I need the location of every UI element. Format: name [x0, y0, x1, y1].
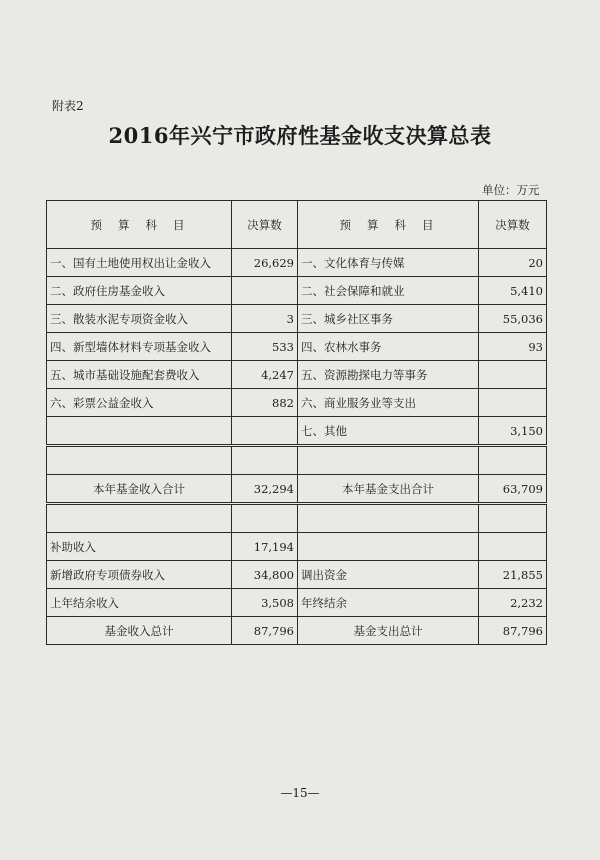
revenue-amount [232, 446, 298, 475]
revenue-item: 六、彩票公益金收入 [47, 389, 232, 417]
revenue-amount: 3,508 [232, 589, 298, 617]
expense-item: 年终结余 [298, 589, 479, 617]
revenue-item: 二、政府住房基金收入 [47, 277, 232, 305]
expense-subtotal-amount: 63,709 [479, 475, 547, 504]
expense-item: 五、资源勘探电力等事务 [298, 361, 479, 389]
revenue-item: 一、国有土地使用权出让金收入 [47, 249, 232, 277]
revenue-amount: 3 [232, 305, 298, 333]
expense-item: 三、城乡社区事务 [298, 305, 479, 333]
expense-subtotal-label: 本年基金支出合计 [298, 475, 479, 504]
expense-item: 一、文化体育与传媒 [298, 249, 479, 277]
expense-item: 四、农林水事务 [298, 333, 479, 361]
header-expense-item: 预算科目 [298, 201, 479, 249]
unit-label: 单位：万元 [482, 183, 540, 197]
expense-total-label: 基金支出总计 [298, 617, 479, 645]
expense-amount: 55,036 [479, 305, 547, 333]
fund-summary-table [46, 200, 547, 645]
table-row [47, 333, 547, 361]
expense-amount [479, 389, 547, 417]
revenue-amount: 4,247 [232, 361, 298, 389]
document-title: 2016年兴宁市政府性基金收支决算总表 [108, 123, 492, 148]
revenue-total-amount: 87,796 [232, 617, 298, 645]
table-row [47, 589, 547, 617]
revenue-item: 三、散装水泥专项资金收入 [47, 305, 232, 333]
table-row [47, 504, 547, 533]
revenue-item [47, 504, 232, 533]
revenue-item: 新增政府专项债券收入 [47, 561, 232, 589]
revenue-amount [232, 504, 298, 533]
attachment-label: 附表2 [52, 99, 84, 113]
header-revenue-amount: 决算数 [232, 201, 298, 249]
expense-total-amount: 87,796 [479, 617, 547, 645]
table-row-total [47, 617, 547, 645]
table-row-subtotal [47, 475, 547, 504]
revenue-item [47, 417, 232, 446]
header-revenue-item: 预算科目 [47, 201, 232, 249]
expense-item [298, 504, 479, 533]
revenue-item: 四、新型墙体材料专项基金收入 [47, 333, 232, 361]
expense-amount [479, 446, 547, 475]
table-row [47, 561, 547, 589]
header-expense-amount: 决算数 [479, 201, 547, 249]
expense-amount [479, 504, 547, 533]
expense-amount [479, 361, 547, 389]
table-row [47, 361, 547, 389]
table-row [47, 305, 547, 333]
revenue-item: 上年结余收入 [47, 589, 232, 617]
revenue-item [47, 446, 232, 475]
revenue-amount: 34,800 [232, 561, 298, 589]
revenue-amount: 17,194 [232, 533, 298, 561]
revenue-amount: 533 [232, 333, 298, 361]
revenue-amount: 26,629 [232, 249, 298, 277]
expense-item: 七、其他 [298, 417, 479, 446]
revenue-total-label: 基金收入总计 [47, 617, 232, 645]
revenue-item: 补助收入 [47, 533, 232, 561]
expense-amount [479, 533, 547, 561]
revenue-amount [232, 277, 298, 305]
expense-amount: 2,232 [479, 589, 547, 617]
table-row [47, 446, 547, 475]
expense-amount: 5,410 [479, 277, 547, 305]
revenue-subtotal-label: 本年基金收入合计 [47, 475, 232, 504]
table-row [47, 389, 547, 417]
expense-item [298, 533, 479, 561]
expense-amount: 21,855 [479, 561, 547, 589]
table-row [47, 533, 547, 561]
table-row [47, 249, 547, 277]
revenue-amount [232, 417, 298, 446]
expense-item: 二、社会保障和就业 [298, 277, 479, 305]
expense-amount: 20 [479, 249, 547, 277]
expense-item: 六、商业服务业等支出 [298, 389, 479, 417]
expense-amount: 3,150 [479, 417, 547, 446]
revenue-amount: 882 [232, 389, 298, 417]
table-row [47, 417, 547, 446]
expense-amount: 93 [479, 333, 547, 361]
table-row [47, 277, 547, 305]
revenue-subtotal-amount: 32,294 [232, 475, 298, 504]
expense-item [298, 446, 479, 475]
table-header-row [47, 201, 547, 249]
revenue-item: 五、城市基础设施配套费收入 [47, 361, 232, 389]
page-number: —15— [280, 786, 320, 800]
expense-item: 调出资金 [298, 561, 479, 589]
